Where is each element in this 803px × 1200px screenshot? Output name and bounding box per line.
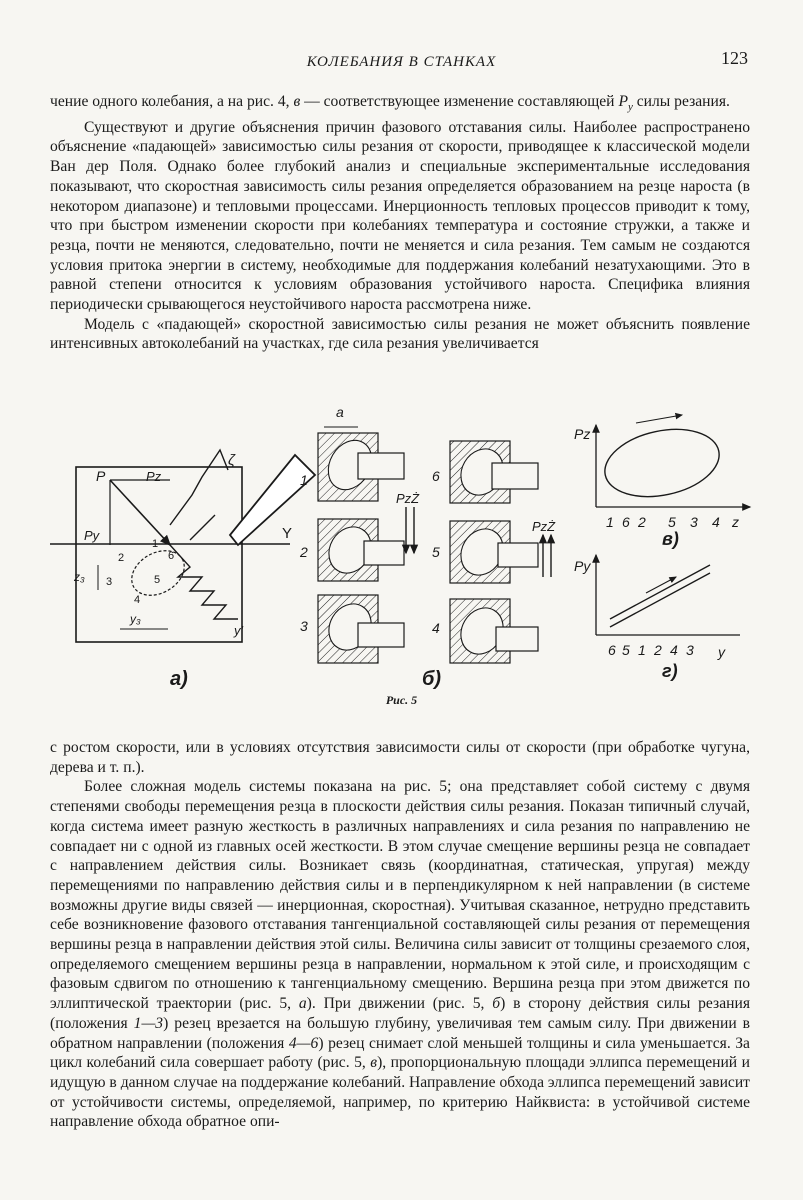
panel-g-tick-1: 1 xyxy=(638,642,646,658)
panel-g-y-label: Py xyxy=(574,558,591,574)
label-py: Py xyxy=(84,528,100,543)
panel-b xyxy=(299,404,556,690)
spring-zeta xyxy=(170,450,228,540)
position-label-3: 3 xyxy=(300,618,308,634)
paragraph-1: чение одного колебания, а на рис. 4, в — соответствующее изменение составляющей $P_y$ силы резания. xyxy=(50,93,730,113)
work-ellipse xyxy=(599,420,726,507)
paragraph-3: Модель с «падающей» скоростной зависимостью силы резания не может объяснить появление интенсивных автоколебаний на участках, где сила резания увеличивается xyxy=(50,315,750,353)
panel-g-tick-2: 2 xyxy=(654,642,662,658)
label-pz: Pz xyxy=(146,469,162,484)
panel-v-label: в) xyxy=(662,529,679,549)
label-z3: z₃ xyxy=(74,570,85,584)
cut-position-1 xyxy=(318,432,404,501)
dimension-a: a xyxy=(336,404,344,420)
label-y-prime: y' xyxy=(234,623,243,638)
panel-v xyxy=(574,415,750,549)
figure-caption: Рис. 5 xyxy=(385,693,418,707)
point-1: 1 xyxy=(152,538,159,550)
text-block-top xyxy=(50,92,750,354)
point-2: 2 xyxy=(118,552,125,564)
paragraph-2: Существуют и другие объяснения причин фазового отставания силы. Наиболее распространено объяснение «падающей» зависимостью силы резания от скорости, приводящее к классической модели Ван дер Поля. Однако более глубокий анализ и специальные экспериментальные исследования показывают, что скоростная зависимость силы резания определяется образованием на резце нароста (в некотором диапазоне) и тепловыми процессами. Инерционность тепловых процессов приводит к тому, что при быстром изменении скорости при колебаниях температура и состояние стружки, а также и резца, почти не меняются, следовательно, почти не меняется и сила резания. Тем самым не создаются условия притока энергии в систему, необходимые для поддержания колебаний незатухающими. Это в равной степени относится к условиям образования устойчивого нароста. Специфика влияния периодически срывающегося неустойчивого нароста рассмотрена ниже. xyxy=(50,118,750,314)
panel-v-x-label: z xyxy=(732,514,739,530)
panel-g-line-upper xyxy=(610,565,710,619)
panel-g-tick-4: 4 xyxy=(670,642,678,658)
label-p: P xyxy=(96,468,106,484)
paragraph-5: Более сложная модель системы показана на рис. 5; она представляет собой систему с двумя степенями свободы перемещения резца в плоскости действия силы резания. Показан типичный случай, когда система имеет разную жесткость в различных направлениях и сила резания по направлению не совпадает ни с одной из главных осей жесткости. В этом случае смещение вершины резца не совпадает с направлением действия силы. Возникает связь (координатная, статическая, упругая) между перемещениями по направлению действия силы и в перпендикулярном к ней направлении (в системе возможны другие виды связей — инерционная, скоростная). Учитывая сказанное, нетрудно представить себе возникновение фазового отставания тангенциальной составляющей силы резания от перемещения вершины резца в направлении действия этой силы. Величина силы зависит от толщины срезаемого слоя, определяемого смещением вершины резца в направлении, нормальном к этой силе, и происходящим с фазовым сдвигом по отношению к тангенциальному смещению. Вершина резца при этом движется по эллиптической траектории (рис. 5, а). При движении (рис. 5, б) в сторону действия силы резания (положения 1—3) резец врезается на большую глубину, увеличивая тем самым силу. При движении в обратном направлении (положения 4—6) резец снимает слой меньшей толщины и сила уменьшается. За цикл колебаний сила совершает работу (рис. 5, в), пропорциональную площади эллипса перемещений и идущую в данном случае на поддержание колебаний. Направление обхода эллипса перемещений зависит от устойчивости системы, определяемой, например, по критерию Найквиста: в устойчивой системе направление обхода обратное опи- xyxy=(50,778,750,1131)
panel-a xyxy=(50,450,315,690)
label-y-axis: Y xyxy=(282,525,293,542)
panel-v-tick-5: 5 xyxy=(668,514,676,530)
figure-5-drawing xyxy=(50,395,760,725)
position-label-6: 6 xyxy=(432,468,440,484)
position-label-2: 2 xyxy=(300,544,308,560)
position-label-5: 5 xyxy=(432,544,440,560)
point-5: 5 xyxy=(154,574,161,586)
running-title: КОЛЕБАНИЯ В СТАНКАХ xyxy=(306,54,497,70)
force-label-1: PzŻ xyxy=(396,491,420,506)
panel-v-tick-6: 6 xyxy=(622,514,630,530)
page-header xyxy=(0,48,803,78)
cut-position-2 xyxy=(318,519,404,581)
cut-position-4 xyxy=(450,599,538,663)
position-label-1: 1 xyxy=(300,472,308,488)
panel-v-tick-2: 2 xyxy=(638,514,646,530)
panel-v-y-label: Pz xyxy=(574,426,591,442)
point-6: 6 xyxy=(168,550,175,562)
page-number: 123 xyxy=(721,48,748,68)
force-label-2: PzŻ xyxy=(532,519,556,534)
panel-g-tick-3: 3 xyxy=(686,642,694,658)
panel-g-x-label: y xyxy=(718,644,725,660)
figure-5 xyxy=(50,395,760,725)
panel-g-tick-5: 5 xyxy=(622,642,630,658)
cut-position-6 xyxy=(450,441,538,503)
panel-a-label: а) xyxy=(170,668,188,690)
point-3: 3 xyxy=(106,576,113,588)
panel-g-line-lower xyxy=(610,573,710,627)
text-block-bottom xyxy=(50,738,750,1132)
panel-b-label: б) xyxy=(422,668,442,690)
panel-v-tick-3: 3 xyxy=(690,514,698,530)
cut-position-3 xyxy=(318,595,404,663)
paragraph-4: с ростом скорости, или в условиях отсутствия зависимости силы от скорости (при обработке чугуна, дерева и т. п.). xyxy=(50,739,750,776)
position-label-4: 4 xyxy=(432,620,440,636)
panel-v-tick-1: 1 xyxy=(606,514,614,530)
panel-g xyxy=(574,555,740,681)
cut-position-5 xyxy=(450,521,538,583)
panel-g-label: г) xyxy=(662,661,678,681)
point-4: 4 xyxy=(134,594,141,606)
label-y3: y₃ xyxy=(130,612,141,626)
panel-g-tick-6: 6 xyxy=(608,642,616,658)
force-vector-p xyxy=(110,480,170,545)
panel-v-direction-arrow xyxy=(636,415,682,423)
panel-v-tick-4: 4 xyxy=(712,514,720,530)
label-zeta: ζ xyxy=(228,452,235,469)
